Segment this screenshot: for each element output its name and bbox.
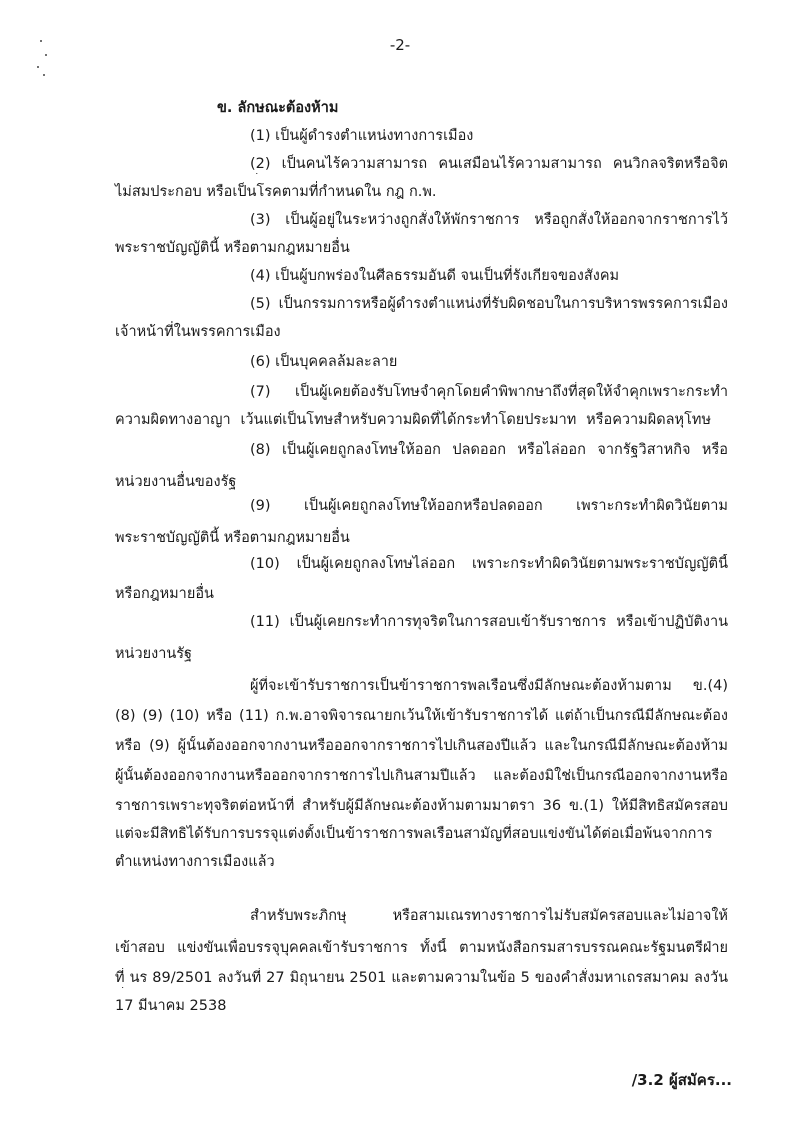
item-1-line-1: (1) เป็นผู้ดำรงตำแหน่งทางการเมือง [250, 128, 474, 144]
item-10-line-2: หรือกฎหมายอื่น [115, 586, 214, 602]
item-5-line-2: เจ้าหน้าที่ในพรรคการเมือง [115, 324, 281, 340]
monk-line-3: ที่ นร 89/2501 ลงวันที่ 27 มิถุนายน 2501 และตามความในข้อ 5 ของคำสั่งมหาเถรสมาคม ลงวัน [115, 970, 728, 986]
item-11-line-1: (11) เป็นผู้เคยกระทำการทุจริตในการสอบเข้ารับราชการ หรือเข้าปฏิบัติงาน [250, 614, 728, 630]
exemption-line-2: (8) (9) (10) หรือ (11) ก.พ.อาจพิจารณายกเว้นให้เข้ารับราชการได้ แต่ถ้าเป็นกรณีมีลักษณะต้อง [115, 708, 728, 724]
monk-line-4: 17 มีนาคม 2538 [115, 998, 227, 1014]
item-10-line-1: (10) เป็นผู้เคยถูกลงโทษไล่ออก เพราะกระทำผิดวินัยตามพระราชบัญญัตินี้ [250, 556, 728, 572]
item-2-line-1: (2) เป็นคนไร้ความสามารถ คนเสมือนไร้ความสามารถ คนวิกลจริตหรือจิต [250, 156, 728, 172]
monk-line-1: สำหรับพระภิกษุ หรือสามเณรทางราชการไม่รับสมัครสอบและไม่อาจให้ [250, 908, 728, 924]
item-8-line-1: (8) เป็นผู้เคยถูกลงโทษให้ออก ปลดออก หรือไล่ออก จากรัฐวิสาหกิจ หรือ [250, 442, 728, 458]
item-9-line-2: พระราชบัญญัตินี้ หรือตามกฎหมายอื่น [115, 530, 350, 546]
item-2-line-2: ไม่สมประกอบ หรือเป็นโรคตามที่กำหนดใน กฎ ก.พ. [115, 184, 437, 200]
item-4-line-1: (4) เป็นผู้บกพร่องในศีลธรรมอันดี จนเป็นที่รังเกียจของสังคม [250, 268, 620, 284]
page-number: -2- [389, 36, 411, 54]
exemption-line-7: ตำแหน่งทางการเมืองแล้ว [115, 854, 275, 870]
exemption-line-5: ราชการเพราะทุจริตต่อหน้าที่ สำหรับผู้มีลักษณะต้องห้ามตามมาตรา 36 ข.(1) ให้มีสิทธิสมัครสอบ [115, 798, 728, 814]
exemption-line-4: ผู้นั้นต้องออกจากงานหรือออกจากราชการไปเกินสามปีแล้ว และต้องมิใช่เป็นกรณีออกจากงานหรือ [115, 768, 728, 784]
item-7-line-2: ความผิดทางอาญา เว้นแต่เป็นโทษสำหรับความผิดที่ได้กระทำโดยประมาท หรือความผิดลหุโทษ [115, 412, 711, 428]
exemption-line-6: แต่จะมีสิทธิได้รับการบรรจุแต่งตั้งเป็นข้าราชการพลเรือนสามัญที่สอบแข่งขันได้ต่อเมื่อพ้นจากการ [115, 826, 713, 842]
item-6-line-1: (6) เป็นบุคคลล้มละลาย [250, 354, 398, 370]
exemption-line-3: หรือ (9) ผู้นั้นต้องออกจากงานหรือออกจากราชการไปเกินสองปีแล้ว และในกรณีมีลักษณะต้องห้าม [115, 738, 728, 754]
item-3-line-2: พระราชบัญญัตินี้ หรือตามกฎหมายอื่น [115, 240, 350, 256]
item-3-line-1: (3) เป็นผู้อยู่ในระหว่างถูกสั่งให้พักราชการ หรือถูกสั่งให้ออกจากราชการไว้ [250, 212, 728, 228]
item-8-line-2: หน่วยงานอื่นของรัฐ [115, 474, 237, 490]
item-11-line-2: หน่วยงานรัฐ [115, 646, 193, 662]
exemption-line-1: ผู้ที่จะเข้ารับราชการเป็นข้าราชการพลเรือนซึ่งมีลักษณะต้องห้ามตาม ข.(4) [250, 678, 728, 694]
continuation-marker: /3.2 ผู้สมัคร... [631, 1071, 732, 1089]
item-5-line-1: (5) เป็นกรรมการหรือผู้ดำรงตำแหน่งที่รับผิดชอบในการบริหารพรรคการเมือง [250, 296, 728, 312]
section-heading: ข. ลักษณะต้องห้าม [217, 100, 339, 116]
item-7-line-1: (7) เป็นผู้เคยต้องรับโทษจำคุกโดยคำพิพากษาถึงที่สุดให้จำคุกเพราะกระทำ [250, 384, 728, 400]
item-9-line-1: (9) เป็นผู้เคยถูกลงโทษให้ออกหรือปลดออก เพราะกระทำผิดวินัยตาม [250, 498, 728, 514]
monk-line-2: เข้าสอบ แข่งขันเพื่อบรรจุบุคคลเข้ารับราชการ ทั้งนี้ ตามหนังสือกรมสารบรรณคณะรัฐมนตรีฝ่าย [115, 940, 728, 956]
